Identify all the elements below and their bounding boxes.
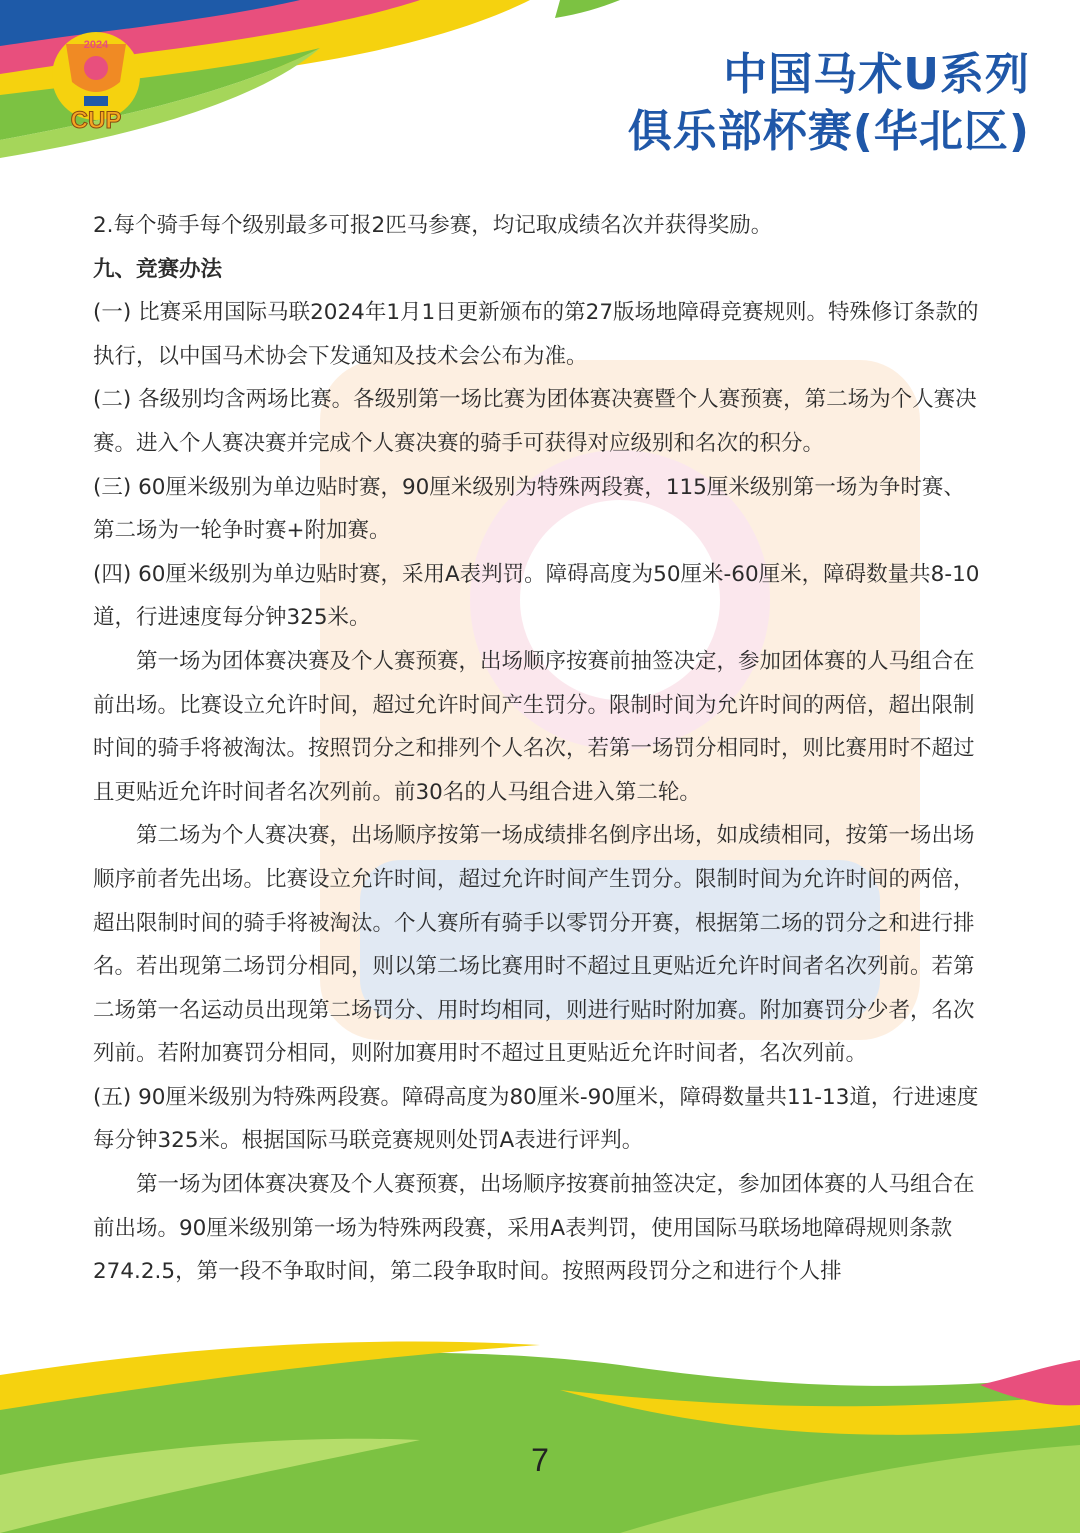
logo-year: 2024 <box>83 39 109 51</box>
title-line-1: 中国马术U系列 <box>723 49 1030 100</box>
cup-logo <box>40 24 152 136</box>
paragraph: 2.每个骑手每个级别最多可报2匹马参赛，均记取成绩名次并获得奖励。 <box>93 213 773 238</box>
logo-text: CUP <box>70 107 122 134</box>
paragraph: (五) 90厘米级别为特殊两段赛。障碍高度为80厘米-90厘米，障碍数量共11-13道，行进速度每分钟325米。根据国际马联竞赛规则处罚A表进行评判。 <box>93 1084 979 1154</box>
title-line-2: 俱乐部杯赛(华北区) <box>627 106 1030 157</box>
page-title <box>628 46 1030 160</box>
paragraph: (二) 各级别均含两场比赛。各级别第一场比赛为团体赛决赛暨个人赛预赛，第二场为个人赛决赛。进入个人赛决赛并完成个人赛决赛的骑手可获得对应级别和名次的积分。 <box>93 387 977 456</box>
page-number: 7 <box>531 1442 549 1478</box>
paragraph: (三) 60厘米级别为单边贴时赛，90厘米级别为特殊两段赛，115厘米级别第一场为争时赛、第二场为一轮争时赛+附加赛。 <box>93 474 965 544</box>
paragraph: 第一场为团体赛决赛及个人赛预赛，出场顺序按赛前抽签决定，参加团体赛的人马组合在前出场。90厘米级别第一场为特殊两段赛，采用A表判罚，使用国际马联场地障碍规则条款274.2.5，第一段不争取时间，第二段争取时间。按照两段罚分之和进行个人排 <box>93 1172 975 1285</box>
paragraph: (一) 比赛采用国际马联2024年1月1日更新颁布的第27版场地障碍竞赛规则。特殊修订条款的执行，以中国马术协会下发通知及技术会公布为准。 <box>93 300 979 369</box>
bottom-decorative-band <box>0 1335 1080 1533</box>
paragraph: 第一场为团体赛决赛及个人赛预赛，出场顺序按赛前抽签决定，参加团体赛的人马组合在前出场。比赛设立允许时间，超过允许时间产生罚分。限制时间为允许时间的两倍，超出限制时间的骑手将被淘汰。按照罚分之和排列个人名次，若第一场罚分相同时，则比赛用时不超过且更贴近允许时间者名次列前。前30名的人马组合进入第二轮。 <box>93 648 975 805</box>
paragraph: 第二场为个人赛决赛，出场顺序按第一场成绩排名倒序出场，如成绩相同，按第一场出场顺序前者先出场。比赛设立允许时间，超过允许时间产生罚分。限制时间为允许时间的两倍，超出限制时间的骑手将被淘汰。个人赛所有骑手以零罚分开赛，根据第二场的罚分之和进行排名。若出现第二场罚分相同，则以第二场比赛用时不超过且更贴近允许时间者名次列前。若第二场第一名运动员出现第二场罚分、用时均相同，则进行贴时附加赛。附加赛罚分少者，名次列前。若附加赛罚分相同，则附加赛用时不超过且更贴近允许时间者，名次列前。 <box>93 823 975 1067</box>
paragraph: (四) 60厘米级别为单边贴时赛，采用A表判罚。障碍高度为50厘米-60厘米，障碍数量共8-10道，行进速度每分钟325米。 <box>93 561 980 631</box>
document-body <box>93 204 983 1294</box>
section-heading: 九、竞赛办法 <box>93 256 223 282</box>
